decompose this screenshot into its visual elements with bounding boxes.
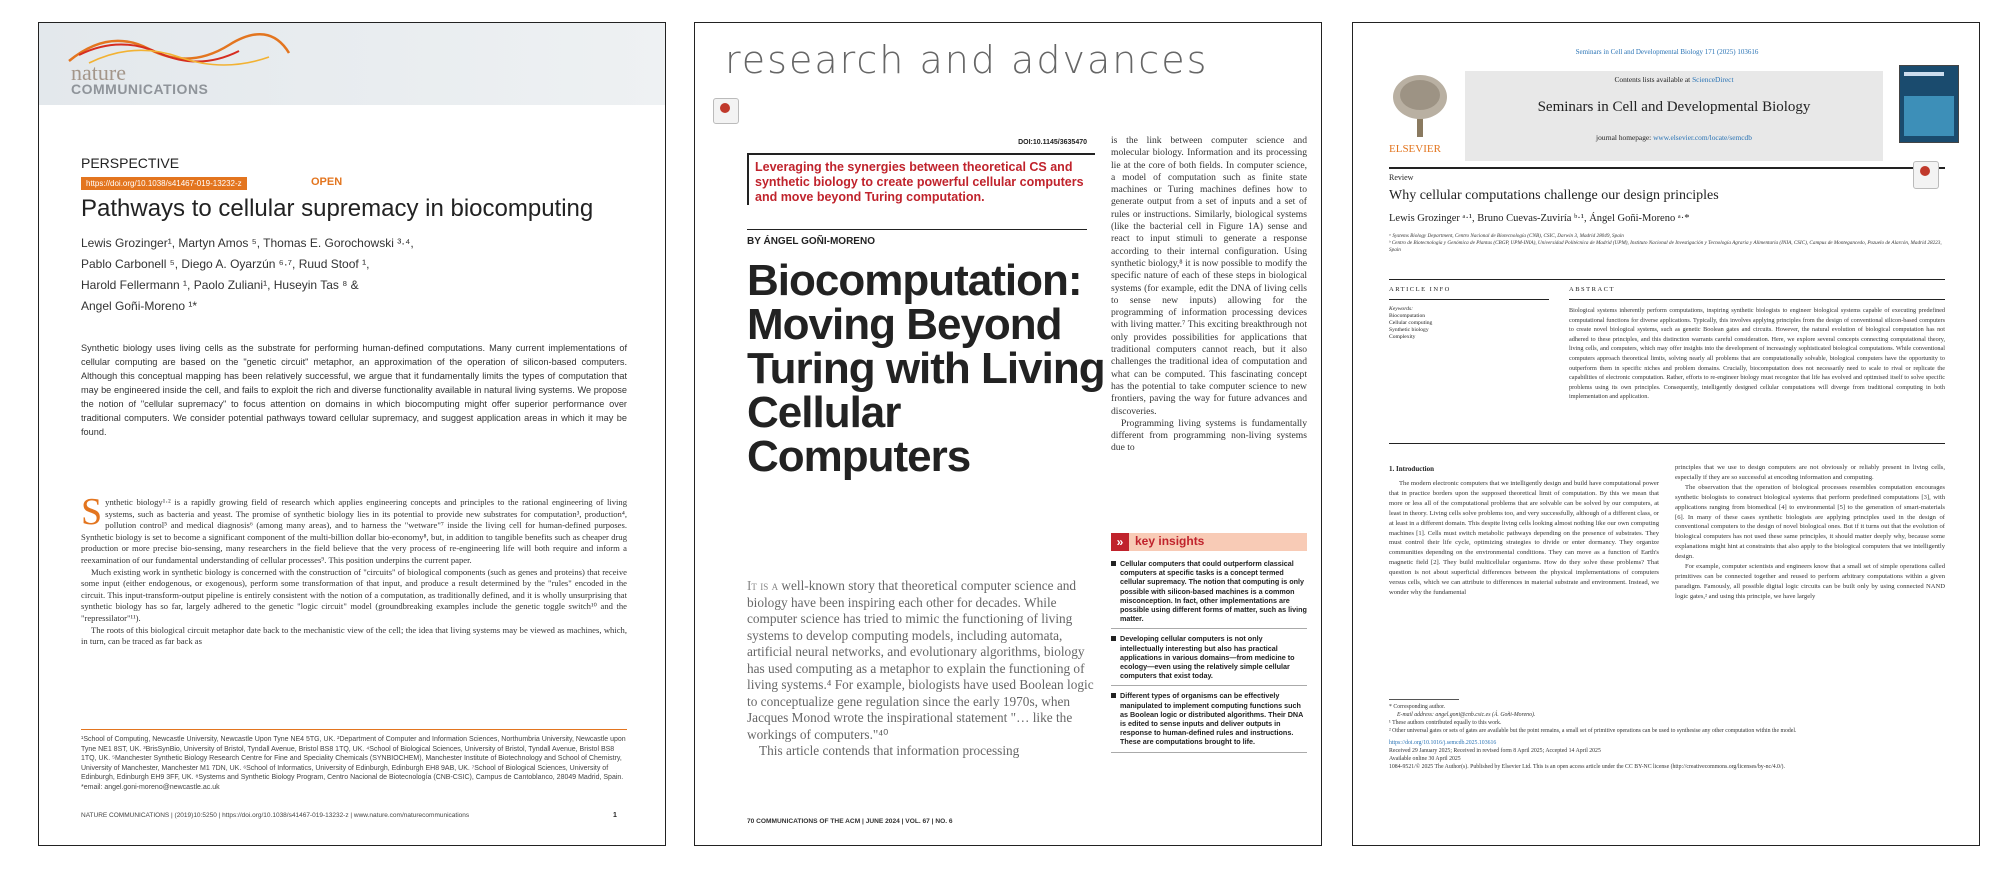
- article-type: Review: [1389, 173, 1414, 182]
- keyword: Cellular computing: [1389, 320, 1433, 326]
- affiliations-footnote: ¹School of Computing, Newcastle University, Newcastle Upon Tyne NE4 5TG, UK. ²Department of Computer and Information Sciences, Northumbria University, Newcastle upon Tyne NE1 8ST, UK. ³BrisSynBio, University of Bristol, Tyndall Avenue, Bristol BS8 1TQ, UK. ⁴School of Biological Sciences, University of Bristol, Tyndall Avenue, Bristol BS8 1TQ, UK. ⁵Manchester Synthetic Biology Research Centre for Fine and Speciality Chemicals (SYNBIOCHEM), Manchester Institute of Biotechnology and School of Chemistry, University of Manchester, Manchester M1 7DN, UK. ⁶School of Informatics, University of Edinburgh, Edinburgh EH8 9AB, UK. ⁷School of Biological Sciences, University of Edinburgh, Edinburgh EH9 3FF, UK. ⁸Systems and Synthetic Biology Program, Centro Nacional de Biotecnología (CNB-CSIC), Campus de Cantoblanco, 28049 Madrid, Spain. *email: angel.goni-moreno@newcastle.ac.uk: [81, 736, 626, 791]
- abstract-divider: [1569, 299, 1945, 300]
- paper-page-cacm: [694, 22, 1322, 846]
- footnote: * Corresponding author.: [1389, 704, 1446, 710]
- homepage-text: journal homepage:: [1596, 133, 1654, 142]
- body-text: [81, 491, 627, 648]
- list-item: Cellular computers that could outperform classical computers at specific tasks is a concept termed cellular supremacy. The notion that computing is only possible with silicon-based machines is a common misconception. In fact, other implementations are possible using different forms of matter, such as living matter.: [1111, 559, 1307, 629]
- affiliation: ᵇ Centro de Biotecnología y Genómica de Plantas (CBGP, UPM-INIA), Universidad Politécnica de Madrid (UPM), Instituto Nacional de Investigación y Tecnología Agraria y Alimentaria (INIA, CSIC), Campus de Montegancedo, Pozuelo de Alarcón, Madrid 28223, Spain: [1389, 240, 1942, 253]
- lede-smallcaps: It is a: [747, 578, 779, 593]
- body-column: [1675, 463, 1945, 602]
- journal-header-box: [1465, 71, 1883, 161]
- footnotes: [1389, 703, 1945, 771]
- doi-label: DOI:10.1145/3635470: [1018, 139, 1087, 146]
- affiliations: [1389, 233, 1945, 254]
- abstract: Synthetic biology uses living cells as the substrate for performing human-defined computations. Many current implementations of cellular computing are based on the "genetic circuit" metaphor, an approximation of the operation of silicon-based computers. Although this conceptual mapping has been relatively successful, we argue that it fundamentally limits the types of computation that may be engineered inside the cell, and fails to exploit the rich and diverse functionality available in natural living systems. We propose the notion of "cellular supremacy" to focus attention on domains in which biocomputing might offer superior performance over traditional computers. We consider potential pathways toward cellular supremacy, and suggest application areas in which it may be found.: [81, 343, 627, 437]
- section-header: research and advances: [725, 38, 1209, 82]
- keywords-label: Keywords:: [1389, 306, 1414, 312]
- sciencedirect-link[interactable]: ScienceDirect: [1692, 75, 1734, 84]
- homepage-line: [1465, 133, 1883, 142]
- doi-link[interactable]: https://doi.org/10.1038/s41467-019-13232-z: [81, 177, 247, 190]
- abstract: Biological systems inherently perform computations, inspiring synthetic biologists to engineer biological systems capable of executing predefined computational functions for diverse applications. Typically, this involves applying principles from the design of conventional silicon-based computers to create novel biological systems, such as genetic Boolean gates and circuits. However, the natural evolution of biological computation has not adhered to these principles, and this distinction warrants careful consideration. Here, we explore several concepts connecting computational theory, living cells, and computers, which may offer insights into the development of increasingly sophisticated biological computations. While conventional computers approach theoretical limits, solving nearly all problems that are computationally solvable, biological computers have the opportunity to outperform them in specific niches and problem domains. Crucially, biocomputation does not necessarily need to scale to rival or replicate the capabilities of electronic computation. Rather, efforts to re-engineer biology must recognize that life has evolved and optimised itself to solve specific problems using its own principles. Consequently, intelligently designed cellular computations will diverge from traditional computing in both implementation and application.: [1569, 307, 1945, 401]
- footnote: Available online 30 April 2025: [1389, 756, 1461, 762]
- key-insights-header: [1111, 533, 1307, 551]
- header-divider: [1389, 167, 1945, 169]
- body-paragraph: The roots of this biological circuit metaphor date back to the mechanistic view of the cell; the idea that living systems may be viewed as machines, which, in turn, can be traced as far back as: [81, 624, 627, 647]
- info-divider: [1389, 279, 1945, 280]
- key-insights-title: key insights: [1135, 534, 1205, 548]
- paper-page-elsevier: [1352, 22, 1980, 846]
- keywords: [1389, 306, 1549, 341]
- byline: BY ÁNGEL GOÑI-MORENO: [747, 229, 1087, 247]
- footnote: ² Other universal gates or sets of gates are available but the point remains, a small set of primitive operations can be used to synthesise any other computation within the model.: [1389, 728, 1797, 734]
- key-insights-list: [1111, 559, 1307, 758]
- footnote: ¹ These authors contributed equally to this work.: [1389, 720, 1502, 726]
- affiliation: ᵃ Systems Biology Department, Centro Nacional de Biotecnología (CNB), CSIC, Darwin 3, Madrid 28049, Spain: [1389, 233, 1624, 239]
- lede-text: [747, 578, 1097, 760]
- article-type: PERSPECTIVE: [81, 155, 180, 171]
- keyword: Synthetic biology: [1389, 327, 1429, 333]
- lede-paragraph: well-known story that theoretical computer science and biology have been inspiring each other for decades. While computer science has tried to mimic the functioning of living systems to develop computing models, including automata, artificial neural networks, and evolutionary algorithms, biology has used computing as a metaphor to explain the functioning of living systems.⁴ For example, biologists have used Boolean logic to conceptualize gene regulation since the early 1970s, when Jacques Monod wrote the inspirational statement "… like the workings of computers."⁴⁰: [747, 578, 1094, 742]
- article-title: Biocomputation: Moving Beyond Turing with Living Cellular Computers: [747, 256, 1105, 481]
- body-paragraph: is the link between computer science and molecular biology. Information and its processing lie at the core of both fields. In computer science, a model of computation such as finite state machines or Turing machines defines how to generate output from a set of inputs and a set of rules or instructions. Similarly, biological systems (like the bacterial cell in Figure 1A) sense and react to input stimuli to generate a response according to their internal configuration. Using synthetic biology,⁸ it is now possible to modify the specific nature of each of these steps in biological systems (for example, edit the DNA of living cells to sense new inputs) allowing for the programming of information processing devices with living matter.⁷ This exciting breakthrough not only provides possibilities for applications that traditional computers cannot reach, but it also challenges the traditional idea of computation and what can be computed. This fascinating concept has the potential to take computer science to new frontiers, paving the way for future advances and discoveries.: [1111, 135, 1307, 417]
- check-for-updates-icon[interactable]: [713, 98, 739, 124]
- journal-citation[interactable]: Seminars in Cell and Developmental Biology 171 (2025) 103616: [1575, 48, 1759, 56]
- info-divider: [1389, 299, 1549, 300]
- list-item: Different types of organisms can be effectively manipulated to implement computing functions such as Boolean logic or distributed algorithms. Their DNA is edited to sense inputs and deliver outputs in response to human-defined rules and instructions. These are computations brought to life.: [1111, 691, 1307, 752]
- article-title: Pathways to cellular supremacy in biocomputing: [81, 195, 594, 222]
- body-paragraph: Much existing work in synthetic biology is concerned with the construction of "circuits" of biological components (such as genes and proteins) that receive some input (either endogenous, or exogenous), perform some transformation of that input, and produce a result determined by the "rules" encoded in the circuit. This input-transform-output pipeline is entirely consistent with the notion of a computation, as traditionally defined, and it is wholly unsurprising that synthetic biology has so far, largely adhered to the genetic "logic circuit" model (groundbreaking examples include the genetic toggle switch¹⁰ and the "repressilator"¹¹).: [81, 566, 627, 623]
- publisher-name: ELSEVIER: [1389, 143, 1441, 155]
- body-column: The modern electronic computers that we intelligently design and build have computational power that in practice borders upon the supposed theoretical limit of computation. By this we mean that more or less all of the computational problems that are solvable can be solved by our computers, at least in theory. Living cells solve problems too, and very successfully, although of a different class, or at least in a different domain. This despite living cells looking almost nothing like our own computing machines [1]. Cells must switch metabolic pathways depending on the presence of substrates. They must control their life cycle, optimizing strategies to divide or enter dormancy. They organize communities depending on the environmental conditions. They can move as a function of Earth's magnetic field [2]. They build multicellular organisms. How do they solve these problems? That question is not about superficial differences between the physical implementations of computers versus cells, which we can attribute to differences in material substrate and environment. Instead, we wonder why the fundamental: [1389, 480, 1660, 596]
- article-title: Why cellular computations challenge our design principles: [1389, 188, 1719, 203]
- footnote: E-mail address: angel.goni@cnb.csic.es (Á. Goñi-Moreno).: [1397, 712, 1536, 718]
- journal-logo-subtext: COMMUNICATIONS: [71, 81, 209, 97]
- section-heading: 1. Introduction: [1389, 465, 1434, 473]
- footnote: Received 29 January 2025; Received in revised form 8 April 2025; Accepted 14 April 2025: [1389, 748, 1601, 754]
- author-line: Harold Fellermann ¹, Paolo Zuliani¹, Huseyin Tas ⁸ &: [81, 278, 359, 292]
- contents-line: [1465, 75, 1883, 84]
- body-paragraph: principles that we use to design computers are not obviously or reliably present in living cells, especially if they are so successful at encoding information and computing.: [1675, 464, 1945, 481]
- keyword: Biocomputation: [1389, 313, 1426, 319]
- article-dek: Leveraging the synergies between theoretical CS and synthetic biology to create powerful cellular computers and move beyond Turing computation.: [747, 153, 1095, 205]
- lede-paragraph: This article contends that information processing: [759, 743, 1020, 758]
- author-list: [81, 233, 461, 317]
- body-paragraph: The observation that the operation of biological processes resembles computation encourages synthetic biologists to construct biological systems that perform predefined computations [3], with applications ranging from biomedical [4] to environmental [5] to the generation of smart-materials [6]. In many of these cases synthetic biologists are applying principles used in the design of conventional computers to the design of novel biological ones. But if it turns out that the evolution of biological computers has not used these same principles, it should matter deeply why, because some explanations might hint at constraints that also apply to the biological computers that we intelligently design.: [1675, 483, 1945, 561]
- elsevier-tree-logo-icon: [1389, 71, 1451, 141]
- journal-footer: NATURE COMMUNICATIONS | (2019)10:5250 | https://doi.org/10.1038/s41467-019-13232-z | www.nature.com/naturecommunications: [81, 812, 470, 819]
- body-paragraph: ynthetic biology¹·² is a rapidly growing field of research which applies engineering concepts and principles to the rational engineering of living systems, such as bacteria and yeast. The promise of synthetic biology lies in its potential to provide new substrates for computation³, production⁴, pollution control⁵ and medical diagnosis⁶ (among many areas), and to harness the "wetware"⁷ inside the living cell for human-defined purposes. Synthetic biology is set to become a significant component of the multi-billion dollar bio-economy⁸, but, in addition to tangible benefits such as cheaper drug production or more precise bio-sensing, many researchers in the field believe that the very process of re-engineering life will both require and inform a reexamination of our fundamental understanding of cellular processes⁹. This position underpins the current paper.: [81, 497, 627, 565]
- footnote-divider: [81, 729, 627, 730]
- chevron-right-icon: »: [1111, 533, 1129, 551]
- body-column: [1111, 135, 1307, 455]
- drop-cap: S: [81, 491, 103, 533]
- paper-page-nature: [38, 22, 666, 846]
- journal-cover-thumbnail: [1899, 65, 1959, 143]
- author-line: Pablo Carbonell ⁵, Diego A. Oyarzún ⁶·⁷, Ruud Stoof ¹,: [81, 257, 370, 271]
- footnote-divider: [1389, 699, 1459, 700]
- contents-text: Contents lists available at: [1614, 75, 1693, 84]
- page-footer: 70 COMMUNICATIONS OF THE ACM | JUNE 2024 | VOL. 67 | NO. 6: [747, 818, 953, 825]
- article-info-heading: ARTICLE INFO: [1389, 286, 1451, 293]
- homepage-link[interactable]: www.elsevier.com/locate/semcdb: [1653, 133, 1752, 142]
- journal-logo-text: nature: [71, 60, 126, 85]
- doi-link[interactable]: https://doi.org/10.1016/j.semcdb.2025.103616: [1389, 740, 1497, 746]
- author-line: Angel Goñi-Moreno ¹*: [81, 299, 198, 313]
- list-item: Developing cellular computers is not only intellectually interesting but also has practical applications in various domains—from medicine to ecology—even using the relatively simple cellular computers that exist today.: [1111, 634, 1307, 686]
- body-paragraph: Programming living systems is fundamentally different from programming non-living systems due to: [1111, 417, 1307, 454]
- author-list: Lewis Grozinger ᵃ·¹, Bruno Cuevas-Zuviría ᵇ·¹, Ángel Goñi-Moreno ᵃ·*: [1389, 213, 1690, 224]
- journal-name: Seminars in Cell and Developmental Biology: [1537, 99, 1811, 115]
- check-for-updates-icon[interactable]: [1913, 161, 1939, 189]
- body-paragraph: For example, computer scientists and engineers know that a small set of simple operations called primitives can be connected together and reused to perform arbitrary computations within a given paradigm. Famously, all possible digital logic circuits can be built only by using connected NAND logic gates,² and using this principle, we have largely: [1675, 563, 1945, 600]
- open-access-label: OPEN: [311, 176, 343, 188]
- keyword: Complexity: [1389, 334, 1416, 340]
- license-note: 1084-9521/© 2025 The Author(s). Published by Elsevier Ltd. This is an open access article under the CC BY-NC license (http://creativecommons.org/licenses/by-nc/4.0/).: [1389, 764, 1785, 770]
- author-line: Lewis Grozinger¹, Martyn Amos ⁵, Thomas E. Gorochowski ³·⁴,: [81, 236, 414, 250]
- abstract-end-divider: [1389, 443, 1945, 444]
- abstract-heading: ABSTRACT: [1569, 286, 1615, 293]
- page-number: 1: [613, 812, 617, 819]
